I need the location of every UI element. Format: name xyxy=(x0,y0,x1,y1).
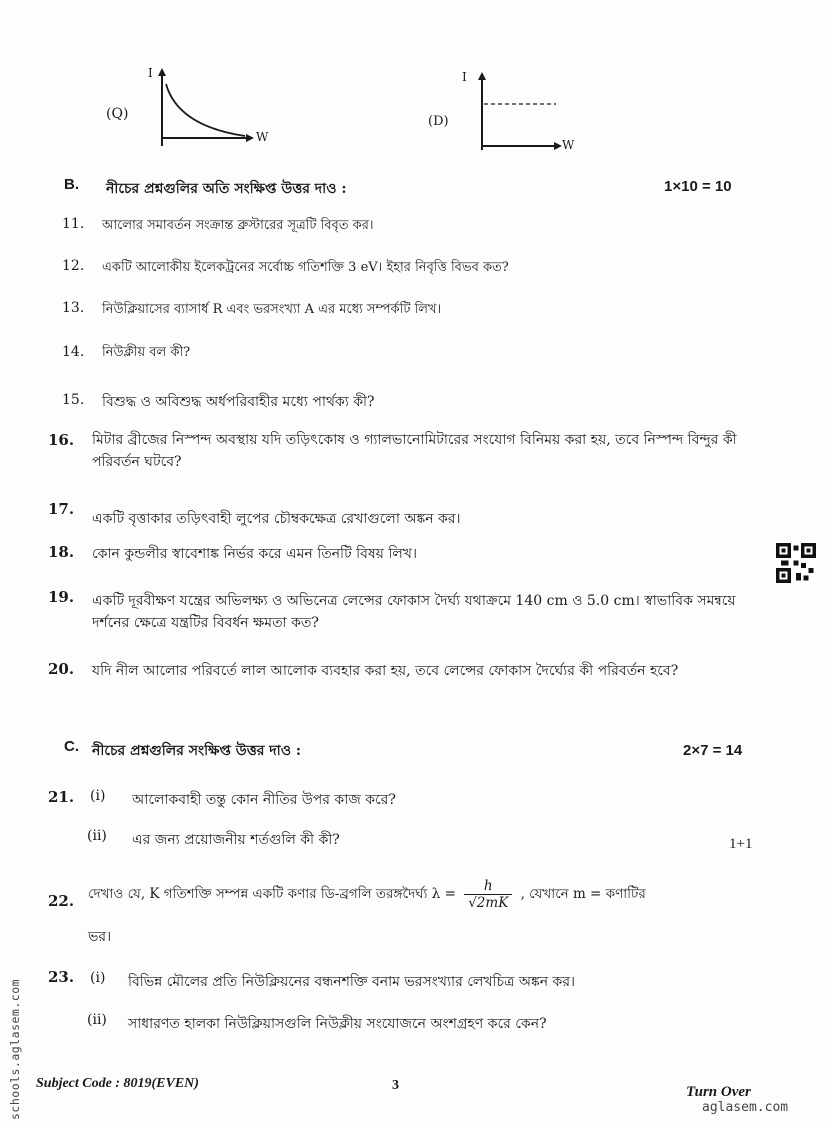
section-b-title: নীচের প্রশ্নগুলির অতি সংক্ষিপ্ত উত্তর দাও : xyxy=(106,181,347,197)
question-number: 11. xyxy=(62,216,85,232)
graph-q-label: (Q) xyxy=(106,106,129,122)
graph-q-curve xyxy=(166,84,245,136)
question-text: নিউক্লিয়াসের ব্যাসার্ধ R এবং ভরসংখ্যা A এর মধ্যে সম্পর্কটি লিখ। xyxy=(102,302,442,317)
question-number: 21. xyxy=(48,788,75,806)
graph-q-y-arrow xyxy=(158,68,166,76)
question-number: 16. xyxy=(48,431,75,449)
section-c-title: নীচের প্রশ্নগুলির সংক্ষিপ্ত উত্তর দাও : xyxy=(92,743,302,759)
question-text: একটি আলোকীয় ইলেকট্রনের সর্বোচ্চ গতিশক্তি 3 eV। ইহার নিবৃত্তি বিভব কত? xyxy=(102,260,509,275)
graph-q-plot xyxy=(150,66,270,152)
graph-d-x-label: W xyxy=(562,138,575,152)
question-text: মিটার ব্রীজের নিস্পন্দ অবস্থায় যদি তড়িৎকোষ ও গ্যালভানোমিটারের সংযোগ বিনিময় করা হয়, তবে নিস্পন্দ বিন্দুর কী পরিবর্তন ঘটবে? xyxy=(92,432,737,470)
q22-frac-num: h xyxy=(464,878,512,895)
question-text: একটি বৃত্তাকার তড়িৎবাহী লুপের চৌম্বকক্ষেত্র রেখাগুলো অঙ্কন কর। xyxy=(92,511,461,527)
q22-text-line2: ভর। xyxy=(88,929,112,945)
side-watermark: schools.aglasem.com xyxy=(8,978,22,1120)
question-number: 23. xyxy=(48,968,75,986)
question-text: নিউক্লীয় বল কী? xyxy=(102,345,191,360)
graph-d-y-label: I xyxy=(462,70,467,84)
q22-frac-den: √2mK xyxy=(468,895,509,911)
question-number: 17. xyxy=(48,500,75,518)
graph-q-x-arrow xyxy=(246,134,254,142)
question-text: কোন কুন্ডলীর স্বাবেশাঙ্ক নির্ভর করে এমন তিনটি বিষয় লিখ। xyxy=(92,546,417,562)
q23-ii-text: সাধারণত হালকা নিউক্লিয়াসগুলি নিউক্লীয় সংযোজনে অংশগ্রহণ করে কেন? xyxy=(128,1016,547,1032)
question-number: 18. xyxy=(48,543,75,561)
question-text: একটি দূরবীক্ষণ যন্ত্রের অভিলক্ষ্য ও অভিনেত্র লেন্সের ফোকাস দৈর্ঘ্য যথাক্রমে 140 cm ও 5.0 cm। স্বাভাবিক সমন্বয়ে দর্শনের ক্ষেত্রে যন্ত্রটির বিবর্ধন ক্ষমতা কত? xyxy=(92,593,736,631)
turn-over: Turn Over xyxy=(686,1084,751,1100)
section-b-marks: 1×10 = 10 xyxy=(664,178,732,195)
q21-ii-label: (ii) xyxy=(87,828,107,844)
question-text: বিশুদ্ধ ও অবিশুদ্ধ অর্ধপরিবাহীর মধ্যে পার্থক্য কী? xyxy=(102,394,375,410)
q23-ii-label: (ii) xyxy=(87,1012,107,1028)
question-number: 19. xyxy=(48,588,75,606)
q21-ii-text: এর জন্য প্রয়োজনীয় শর্তগুলি কী কী? xyxy=(132,832,340,848)
graph-d xyxy=(424,70,584,156)
q22-text-after: , যেখানে m = কণাটির xyxy=(520,886,646,902)
subject-code: Subject Code : 8019(EVEN) xyxy=(36,1076,199,1091)
q22-line xyxy=(88,878,646,911)
graph-d-label: (D) xyxy=(428,114,449,129)
q21-marks: 1+1 xyxy=(729,836,753,852)
qr-code xyxy=(776,543,816,583)
question-number: 14. xyxy=(62,344,85,360)
bottom-watermark: aglasem.com xyxy=(702,1100,789,1115)
q22-text-before: দেখাও যে, K গতিশক্তি সম্পন্ন একটি কণার ডি-ব্রগলি তরঙ্গদৈর্ঘ্য λ = xyxy=(88,886,456,902)
graph-d-y-arrow xyxy=(478,72,486,80)
question-number: 15. xyxy=(62,392,85,408)
graph-d-x-arrow xyxy=(554,142,562,150)
section-c-letter: C. xyxy=(64,738,79,755)
graph-q-x-label: W xyxy=(256,130,269,144)
q21-i-label: (i) xyxy=(90,788,106,804)
question-number: 22. xyxy=(48,892,75,910)
question-number: 20. xyxy=(48,660,75,678)
q23-i-text: বিভিন্ন মৌলের প্রতি নিউক্লিয়নের বন্ধনশক্তি বনাম ভরসংখ্যার লেখচিত্র অঙ্কন কর। xyxy=(128,974,576,990)
graph-q xyxy=(100,66,270,152)
question-number: 13. xyxy=(62,300,85,316)
page-number: 3 xyxy=(392,1078,399,1093)
section-c-marks: 2×7 = 14 xyxy=(683,742,743,759)
graph-q-y-label: I xyxy=(148,66,153,80)
section-b-letter: B. xyxy=(64,176,79,193)
question-number: 12. xyxy=(62,258,85,274)
question-text: আলোর সমাবর্তন সংক্রান্ত ব্রুস্টারের সূত্রটি বিবৃত কর। xyxy=(102,218,374,233)
q22-formula xyxy=(464,878,512,911)
q23-i-label: (i) xyxy=(90,970,106,986)
q21-i-text: আলোকবাহী তন্তু কোন নীতির উপর কাজ করে? xyxy=(132,792,396,808)
question-text: যদি নীল আলোর পরিবর্তে লাল আলোক ব্যবহার করা হয়, তবে লেন্সের ফোকাস দৈর্ঘ্যের কী পরিবর্তন হবে? xyxy=(92,663,679,679)
